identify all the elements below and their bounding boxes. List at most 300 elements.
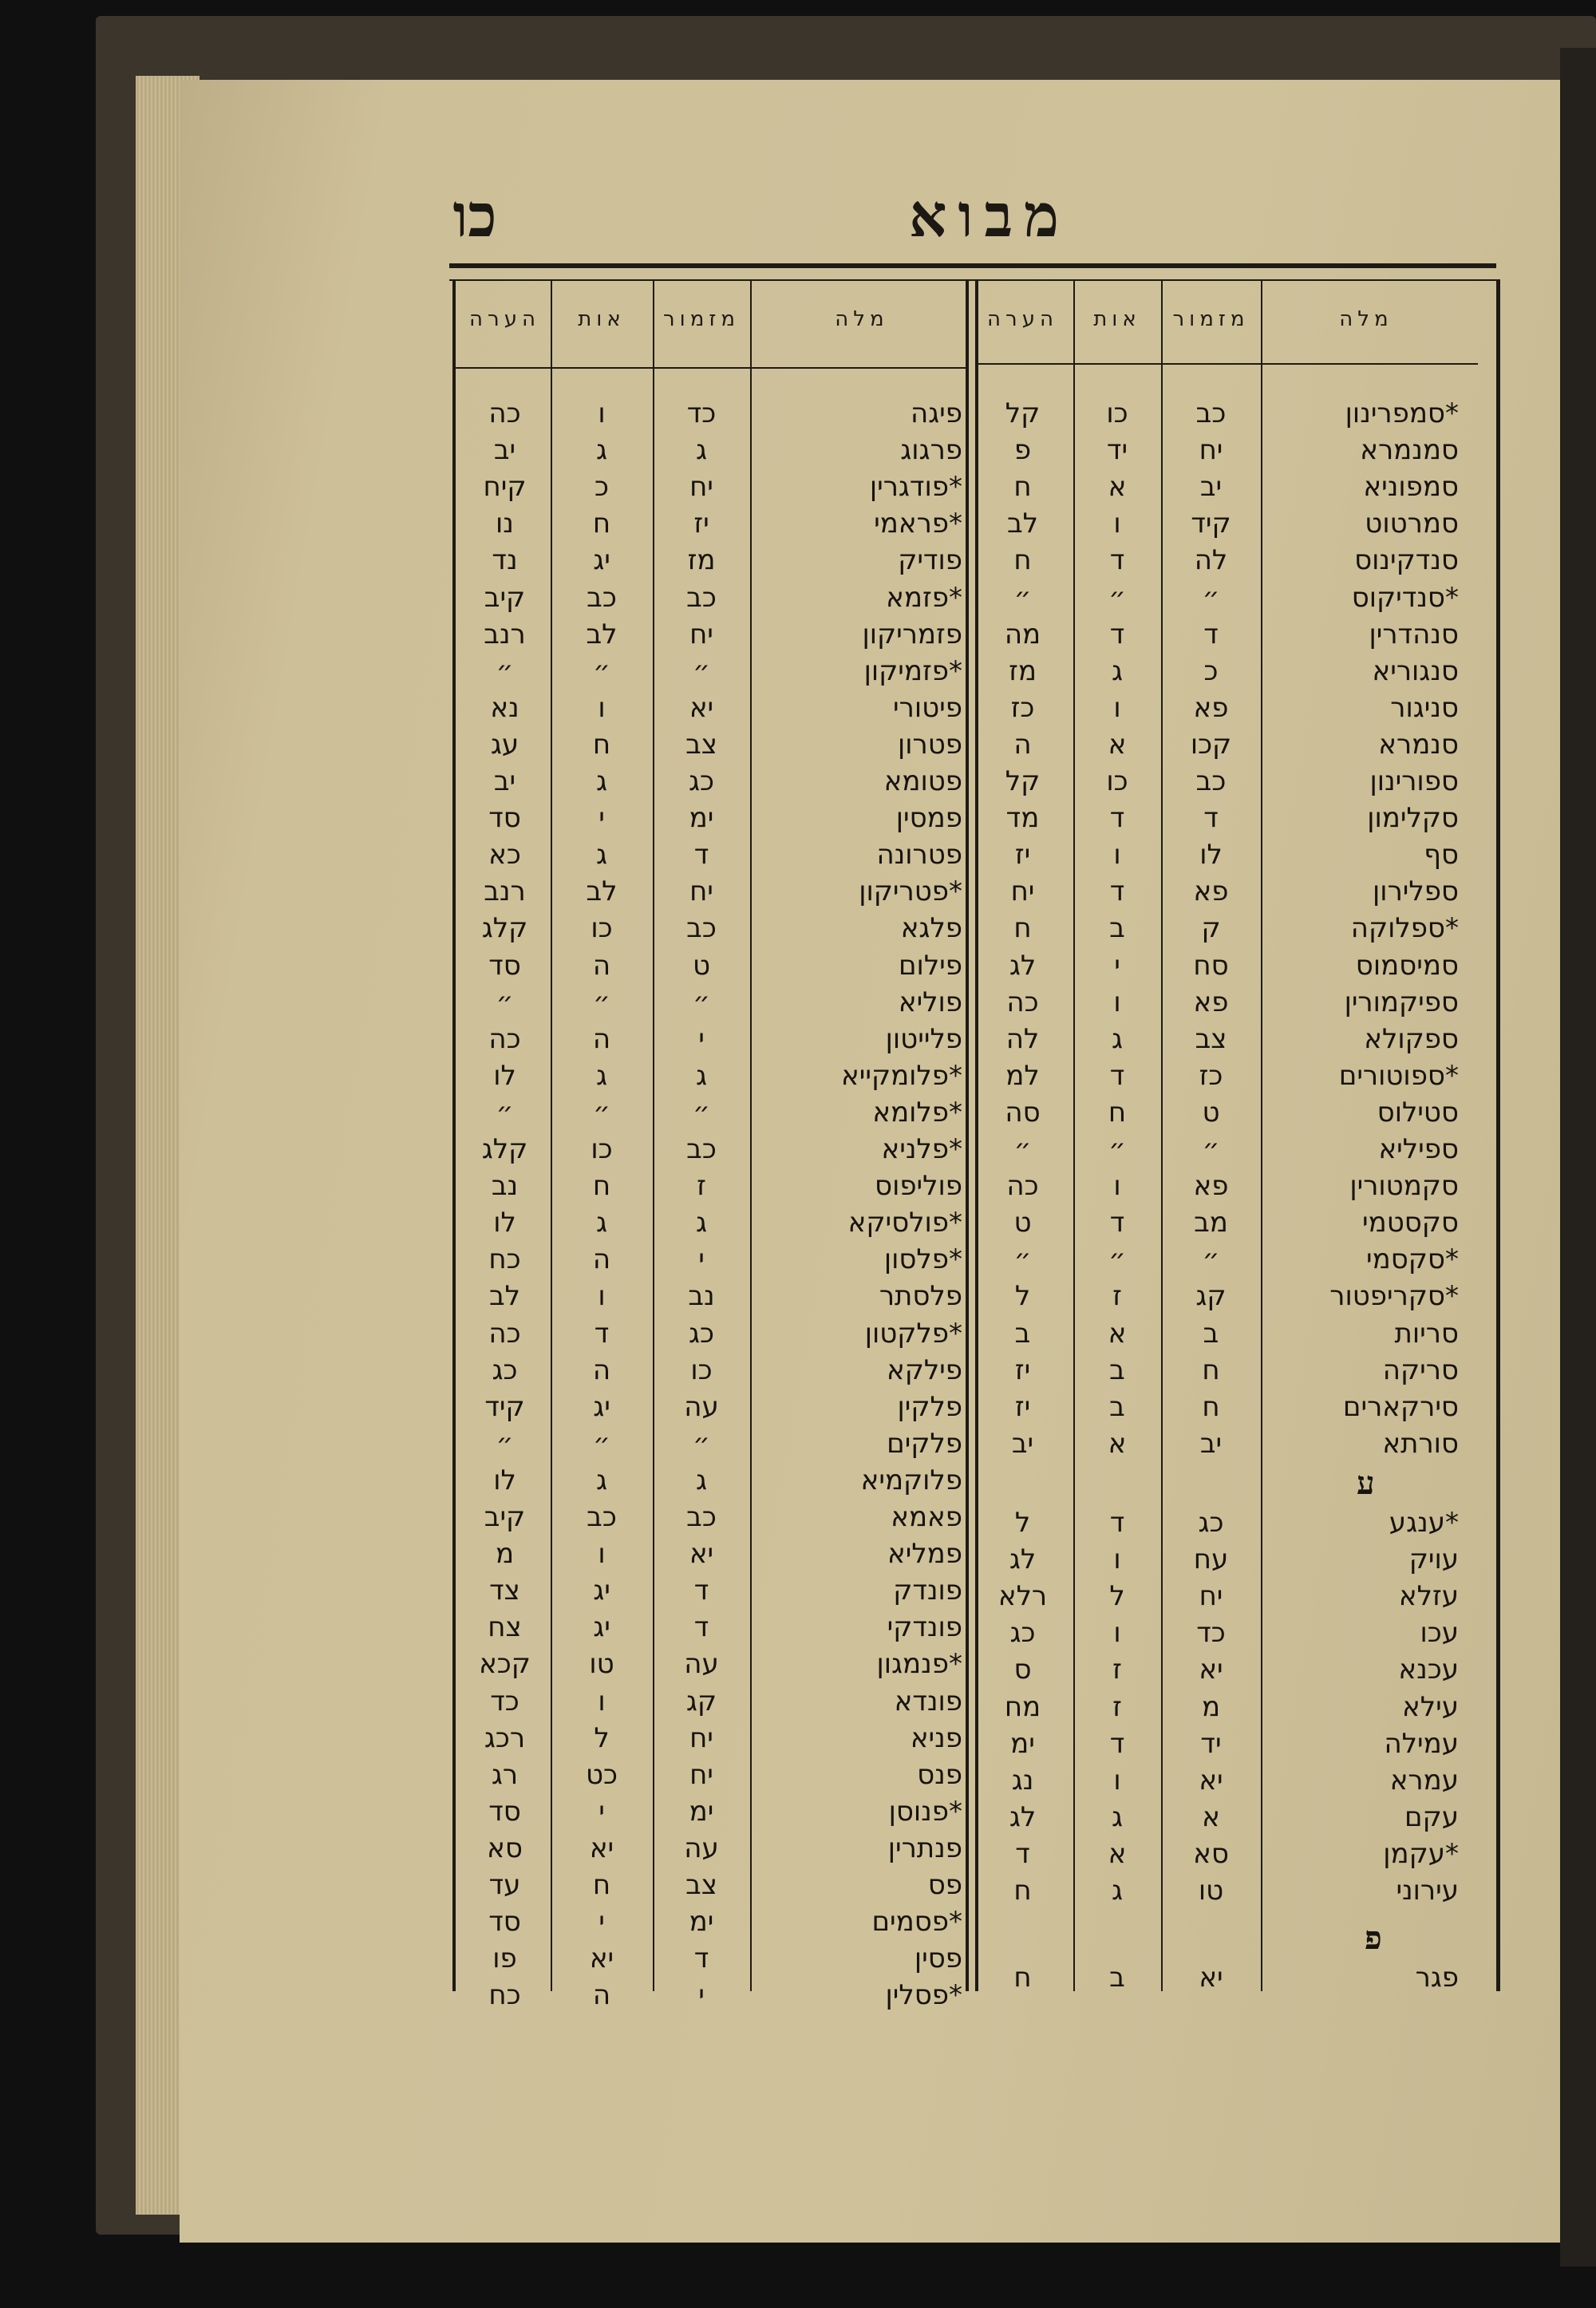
entry-word: פלקין [897, 1391, 962, 1423]
entry-verse: ג [1111, 1023, 1123, 1055]
entry-note: לה [1005, 1023, 1040, 1055]
entry-note: כז [1010, 692, 1035, 724]
entry-note: קלג [481, 912, 528, 944]
entry-word: פטומא [883, 765, 962, 797]
entry-note: לו [493, 1207, 516, 1239]
entry-word: עקם [1404, 1801, 1459, 1833]
entry-word: פאמא [891, 1501, 962, 1533]
entry-note: נו [496, 508, 514, 539]
entry-word: סורתא [1382, 1428, 1459, 1460]
entry-note: ח [1013, 1875, 1032, 1907]
entry-verse: ו [1113, 508, 1121, 539]
entry-verse: כו [591, 1133, 613, 1165]
entry-psalm: ד [693, 839, 709, 871]
entry-psalm: יח [689, 1759, 713, 1791]
entry-verse: ד [594, 1318, 610, 1350]
entry-verse: ז [1112, 1691, 1122, 1723]
entry-note: כד [490, 1686, 519, 1717]
entry-verse: ב [1109, 912, 1125, 944]
entry-word: פונדא [894, 1686, 962, 1717]
entry-verse: ו [598, 397, 606, 429]
entry-word: *פזמא [886, 582, 962, 614]
entry-word: פגר [1415, 1962, 1459, 1994]
entry-verse: יג [593, 1611, 610, 1643]
entry-note: עג [490, 729, 519, 761]
entry-psalm: לה [1194, 544, 1228, 576]
entry-note: רלא [998, 1580, 1048, 1612]
entry-psalm: ח [1202, 1391, 1220, 1423]
entry-psalm: ימ [689, 1906, 714, 1938]
entry-word: *פטריקון [859, 875, 962, 907]
entry-psalm: יז [693, 508, 709, 539]
entry-note: ל [1014, 1280, 1031, 1312]
entry-note: לג [1009, 1801, 1037, 1833]
entry-verse: ו [598, 1538, 606, 1570]
entry-note: נב [491, 1170, 519, 1202]
entry-verse: ה [592, 1979, 611, 2011]
column-header-psalm: מזמור [1172, 307, 1250, 331]
entry-word: *ענגע [1389, 1507, 1459, 1539]
entry-verse: א [1108, 729, 1127, 761]
header-rule [455, 367, 966, 369]
entry-note: כה [488, 1023, 521, 1055]
entry-note: ב [1014, 1318, 1031, 1350]
entry-word: *סמפרינון [1345, 397, 1459, 429]
entry-word: עירוני [1396, 1875, 1459, 1907]
entry-psalm: קכו [1190, 729, 1232, 761]
entry-word: פונדקי [887, 1611, 962, 1643]
entry-note: ימ [1010, 1728, 1035, 1760]
entry-note: ״ [1013, 1243, 1032, 1275]
entry-psalm: קג [1195, 1280, 1227, 1312]
entry-word: *פנמגון [876, 1648, 962, 1680]
entry-verse: ח [592, 1869, 611, 1901]
entry-psalm: ט [692, 950, 711, 982]
entry-verse: ד [1109, 544, 1125, 576]
entry-note: לב [489, 1280, 520, 1312]
entry-note: נא [490, 692, 519, 724]
entry-note: סד [488, 950, 521, 982]
entry-psalm: י [698, 1243, 705, 1275]
entry-psalm: ״ [1202, 582, 1220, 614]
entry-word: *פלקטון [864, 1318, 962, 1350]
entry-psalm: עח [1193, 1543, 1229, 1575]
entry-psalm: כג [1198, 1507, 1224, 1539]
entry-word: פילום [899, 950, 962, 982]
entry-note: קלג [481, 1133, 528, 1165]
entry-word: פטרונה [876, 839, 962, 871]
column-header-word: מלה [835, 307, 889, 331]
entry-note: מח [1004, 1691, 1041, 1723]
entry-psalm: יח [1199, 1580, 1223, 1612]
entry-note: לו [493, 1464, 516, 1496]
column-divider [452, 279, 456, 1991]
entry-psalm: ג [695, 1060, 707, 1092]
entry-verse: ד [1109, 1507, 1125, 1539]
entry-psalm: יח [689, 618, 713, 650]
entry-verse: ג [1111, 655, 1123, 687]
entry-psalm: ד [693, 1575, 709, 1607]
entry-verse: ח [592, 1170, 611, 1202]
entry-note: קל [1005, 765, 1041, 797]
page-header [423, 182, 1476, 254]
entry-verse: כו [591, 912, 613, 944]
entry-note: סד [488, 1906, 521, 1938]
entry-verse: ב [1109, 1962, 1125, 1994]
entry-psalm: ד [693, 1611, 709, 1643]
entry-note: קכא [479, 1648, 531, 1680]
entry-word: עויק [1408, 1543, 1459, 1575]
entry-psalm: כב [1195, 397, 1227, 429]
entry-verse: ג [595, 1207, 607, 1239]
section-letter-pe: פ [1365, 1919, 1382, 1957]
entry-note: כג [492, 1354, 518, 1386]
entry-word: ספיליא [1378, 1133, 1459, 1165]
entry-note: ח [1013, 471, 1032, 503]
entry-note: ס [1013, 1654, 1032, 1686]
entry-word: סמיסמוס [1355, 950, 1459, 982]
entry-verse: ״ [593, 1428, 610, 1460]
page-number: כו [452, 182, 497, 251]
entry-word: ספקולא [1364, 1023, 1459, 1055]
entry-psalm: כד [1196, 1617, 1226, 1649]
entry-psalm: ק [1201, 912, 1221, 944]
entry-psalm: לו [1199, 839, 1223, 871]
entry-psalm: ג [695, 1464, 707, 1496]
entry-verse: ״ [1108, 582, 1126, 614]
entry-word: פמליא [887, 1538, 962, 1570]
entry-note: צד [489, 1575, 520, 1607]
entry-verse: ו [1113, 692, 1121, 724]
column-header-note: הערה [469, 307, 540, 331]
entry-note: כח [488, 1243, 521, 1275]
entry-psalm: כב [686, 1133, 717, 1165]
entry-verse: טו [589, 1648, 614, 1680]
entry-verse: כב [587, 1501, 617, 1533]
entry-word: פוליפוס [875, 1170, 962, 1202]
entry-word: *סנדיקוס [1351, 582, 1459, 614]
entry-word: עמרא [1389, 1765, 1459, 1796]
entry-verse: א [1108, 1428, 1127, 1460]
entry-psalm: יא [1199, 1654, 1223, 1686]
entry-verse: ד [1109, 618, 1125, 650]
entry-word: סמנמרא [1360, 434, 1459, 466]
entry-verse: ו [1113, 986, 1121, 1018]
entry-verse: ג [1111, 1801, 1123, 1833]
entry-note: פ [1013, 434, 1032, 466]
entry-word: פניא [910, 1722, 962, 1754]
entry-note: קיח [483, 471, 527, 503]
entry-note: כה [1006, 1170, 1039, 1202]
entry-note: לג [1009, 1543, 1037, 1575]
entry-word: *סקריפטור [1329, 1280, 1459, 1312]
entry-word: *פלניא [881, 1133, 962, 1165]
entry-psalm: כ [1203, 655, 1219, 687]
entry-note: כה [1006, 986, 1039, 1018]
entry-verse: א [1108, 471, 1127, 503]
entry-word: ספורינון [1369, 765, 1459, 797]
entry-word: סנהדרין [1369, 618, 1459, 650]
entry-psalm: ד [1203, 618, 1219, 650]
entry-verse: י [598, 1796, 605, 1828]
entry-note: נג [1011, 1765, 1034, 1796]
entry-note: לג [1009, 950, 1037, 982]
entry-verse: ו [1113, 1543, 1121, 1575]
entry-verse: ד [1109, 875, 1125, 907]
entry-verse: ה [592, 1243, 611, 1275]
entry-word: עכנא [1398, 1654, 1459, 1686]
entry-note: כג [1009, 1617, 1036, 1649]
entry-word: *ספוטורים [1338, 1060, 1459, 1092]
entry-psalm: פא [1193, 986, 1229, 1018]
entry-word: *פלסון [883, 1243, 962, 1275]
entry-psalm: יח [689, 875, 713, 907]
entry-psalm: נב [688, 1280, 715, 1312]
entry-note: רנב [484, 618, 526, 650]
entry-word: פלייטון [885, 1023, 962, 1055]
entry-note: ה [1013, 729, 1032, 761]
entry-verse: ו [1113, 1765, 1121, 1796]
entry-verse: ד [1109, 1728, 1125, 1760]
column-header-word: מלה [1339, 307, 1393, 331]
header-rule [975, 363, 1478, 365]
entry-note: רנב [484, 875, 526, 907]
entry-word: פיגה [910, 397, 962, 429]
entry-note: ח [1013, 912, 1032, 944]
entry-psalm: פא [1193, 692, 1229, 724]
entry-verse: ד [1109, 1207, 1125, 1239]
column-divider [966, 279, 969, 1991]
entry-psalm: כב [686, 1501, 717, 1533]
entry-word: *ספלוקה [1350, 912, 1459, 944]
entry-word: *פודגרין [869, 471, 962, 503]
entry-note: כה [488, 1318, 521, 1350]
entry-note: סד [488, 1796, 521, 1828]
entry-psalm: ימ [689, 1796, 714, 1828]
entry-note: קיד [484, 1391, 525, 1423]
entry-word: *פסמים [871, 1906, 962, 1938]
entry-note: סד [488, 802, 521, 834]
entry-note: כה [488, 397, 521, 429]
entry-psalm: סא [1193, 1838, 1229, 1870]
entry-psalm: כב [686, 582, 717, 614]
entry-verse: ל [594, 1722, 610, 1754]
entry-psalm: א [1202, 1801, 1220, 1833]
column-header-note: הערה [987, 307, 1058, 331]
entry-verse: ח [592, 729, 611, 761]
entry-verse: ג [1111, 1875, 1123, 1907]
entry-verse: יג [593, 1391, 610, 1423]
entry-psalm: כב [686, 912, 717, 944]
entry-verse: ב [1109, 1391, 1125, 1423]
entry-verse: יג [593, 1575, 610, 1607]
entry-verse: יא [589, 1832, 614, 1864]
entry-verse: ג [595, 1060, 607, 1092]
entry-note: ״ [496, 986, 514, 1018]
column-header-psalm: מזמור [662, 307, 741, 331]
entry-word: סנדקינוס [1354, 544, 1459, 576]
entry-verse: ז [1112, 1654, 1122, 1686]
entry-word: *פלומא [872, 1097, 962, 1128]
entry-note: יח [1010, 875, 1035, 907]
entry-psalm: פא [1193, 1170, 1229, 1202]
entry-psalm: קיד [1191, 508, 1231, 539]
entry-word: פסין [914, 1942, 962, 1974]
entry-psalm: יא [689, 692, 714, 724]
entry-word: סנמרא [1378, 729, 1459, 761]
entry-note: ח [1013, 544, 1032, 576]
entry-psalm: עה [684, 1832, 719, 1864]
column-divider [1496, 279, 1500, 1991]
entry-word: סריות [1394, 1318, 1459, 1350]
entry-psalm: ״ [693, 1097, 710, 1128]
entry-word: עזלא [1398, 1580, 1459, 1612]
entry-note: מה [1004, 618, 1041, 650]
entry-verse: ג [595, 839, 607, 871]
entry-psalm: יח [689, 1722, 713, 1754]
entry-verse: ״ [593, 655, 610, 687]
entry-note: ״ [496, 1097, 514, 1128]
entry-note: עד [488, 1869, 521, 1901]
entry-note: לו [493, 1060, 516, 1092]
entry-psalm: ״ [693, 655, 710, 687]
entry-psalm: ג [695, 1207, 707, 1239]
entry-verse: כט [585, 1759, 618, 1791]
entry-word: *פלומקייא [841, 1060, 962, 1092]
entry-psalm: פא [1193, 875, 1229, 907]
top-rule [449, 279, 1496, 281]
entry-verse: י [598, 1906, 605, 1938]
entry-note: ״ [1013, 1133, 1032, 1165]
entry-psalm: יב [1199, 1428, 1223, 1460]
page-title: מבוא [909, 182, 1070, 251]
entry-verse: ז [1112, 1280, 1122, 1312]
entry-note: קיב [484, 1501, 526, 1533]
entry-verse: ה [592, 1023, 611, 1055]
entry-verse: ו [598, 1686, 606, 1717]
entry-word: פודיק [898, 544, 962, 576]
entry-note: רג [491, 1759, 519, 1791]
entry-verse: ל [1109, 1580, 1125, 1612]
entry-word: ספלירון [1373, 875, 1459, 907]
entry-word: *פראמי [874, 508, 962, 539]
entry-note: יב [493, 765, 516, 797]
entry-word: *פנוסן [888, 1796, 962, 1828]
entry-verse: ״ [1108, 1243, 1126, 1275]
entry-note: יז [1014, 1391, 1031, 1423]
entry-word: סירקארים [1342, 1391, 1459, 1423]
entry-verse: ו [1113, 1617, 1121, 1649]
entry-word: פלסתר [879, 1280, 962, 1312]
entry-psalm: טו [1198, 1875, 1224, 1907]
entry-verse: א [1108, 1318, 1127, 1350]
entry-psalm: יא [1199, 1765, 1223, 1796]
entry-verse: א [1108, 1838, 1127, 1870]
entry-verse: יד [1106, 434, 1128, 466]
entry-word: עילא [1402, 1691, 1459, 1723]
entry-verse: ב [1109, 1354, 1125, 1386]
entry-word: סקלימון [1367, 802, 1459, 834]
entry-psalm: סח [1193, 950, 1229, 982]
entry-word: פטרון [898, 729, 962, 761]
entry-psalm: עה [684, 1648, 719, 1680]
entry-verse: ״ [593, 986, 610, 1018]
entry-verse: ג [595, 765, 607, 797]
entry-word: פלוקמיא [860, 1464, 962, 1496]
entry-note: מז [1009, 655, 1037, 687]
entry-word: פילקא [886, 1354, 962, 1386]
entry-note: למ [1005, 1060, 1040, 1092]
entry-note: קיב [484, 582, 526, 614]
entry-word: סמרטוט [1365, 508, 1459, 539]
entry-word: סניגור [1390, 692, 1459, 724]
entry-word: פנתרין [887, 1832, 962, 1864]
entry-psalm: ״ [693, 1428, 710, 1460]
entry-psalm: כג [689, 1318, 714, 1350]
entry-verse: י [598, 802, 605, 834]
entry-note: נד [492, 544, 518, 576]
entry-word: פונדק [893, 1575, 962, 1607]
entry-verse: ח [592, 508, 611, 539]
entry-word: פלקים [887, 1428, 962, 1460]
entry-note: ״ [1013, 582, 1032, 614]
entry-psalm: ב [1203, 1318, 1219, 1350]
entry-word: סטילוס [1377, 1097, 1459, 1128]
entry-psalm: כג [689, 765, 714, 797]
entry-psalm: ד [1203, 802, 1219, 834]
entry-note: יב [493, 434, 516, 466]
entry-word: פרגוג [900, 434, 962, 466]
entry-note: יז [1014, 1354, 1031, 1386]
entry-psalm: כב [1195, 765, 1227, 797]
column-header-verse: אות [1093, 307, 1141, 331]
entry-word: פלגא [900, 912, 962, 944]
entry-psalm: יא [689, 1538, 714, 1570]
entry-verse: ה [592, 950, 611, 982]
entry-note: לב [1007, 508, 1038, 539]
entry-note: יב [1011, 1428, 1034, 1460]
entry-psalm: יח [1199, 434, 1223, 466]
entry-word: *פסלין [885, 1979, 962, 2011]
entry-psalm: יא [1199, 1962, 1223, 1994]
entry-note: יז [1014, 839, 1031, 871]
entry-word: פס [927, 1869, 962, 1901]
entry-psalm: ג [695, 434, 707, 466]
entry-note: סה [1005, 1097, 1041, 1128]
entry-note: מ [495, 1538, 515, 1570]
entry-note: רכג [484, 1722, 526, 1754]
entry-verse: ג [595, 434, 607, 466]
entry-word: סריקה [1382, 1354, 1459, 1386]
entry-note: ל [1014, 1507, 1031, 1539]
entry-verse: ו [1113, 839, 1121, 871]
entry-note: מד [1005, 802, 1040, 834]
entry-word: פמסין [895, 802, 962, 834]
entry-note: קל [1005, 397, 1041, 429]
entry-psalm: ז [697, 1170, 706, 1202]
entry-verse: ו [1113, 1170, 1121, 1202]
entry-verse: י [1114, 950, 1120, 982]
entry-psalm: ״ [1202, 1243, 1220, 1275]
entry-verse: כו [1106, 397, 1128, 429]
column-header-verse: אות [578, 307, 626, 331]
entry-psalm: ״ [693, 986, 710, 1018]
book-spine [1560, 48, 1596, 2267]
entry-verse: כב [587, 582, 617, 614]
entry-word: סמפוניא [1363, 471, 1459, 503]
entry-psalm: ״ [1202, 1133, 1220, 1165]
entry-verse: ג [595, 1464, 607, 1496]
